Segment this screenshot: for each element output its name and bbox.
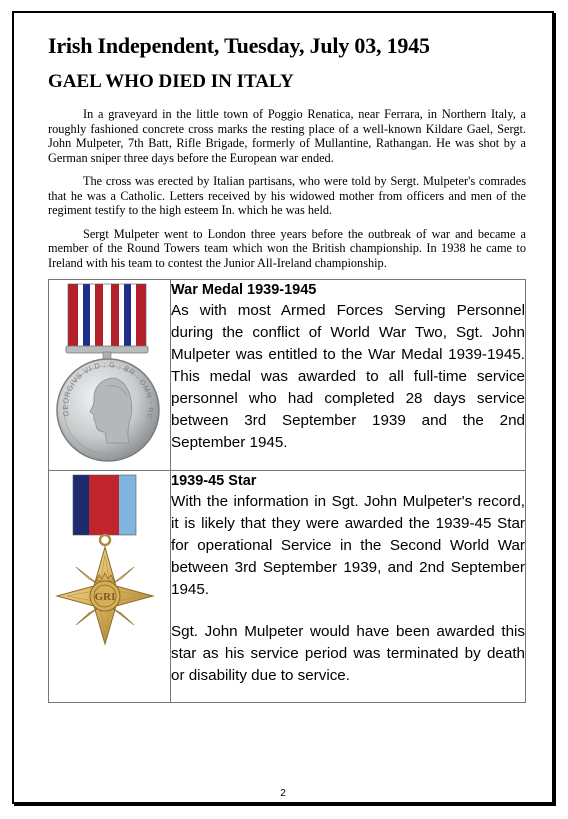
war-medal-image xyxy=(49,280,170,465)
article-paragraph: The cross was erected by Italian partisans, who were told by Sergt. Mulpeter's comrades that he was a Catholic. Letters received by his widowed mother from officers and men of the regiment testify to the high esteem In. which he was held. xyxy=(48,174,526,217)
page-content xyxy=(48,32,526,703)
article-paragraph: Sergt Mulpeter went to London three years before the outbreak of war and became a member of the Round Towers team which won the British championship. In 1938 he came to Ireland with his team to contest the Junior All-Ireland championship. xyxy=(48,226,526,270)
star-medal-description-note: Sgt. John Mulpeter would have been awarded this star as his service period was terminated by death or disability due to service. xyxy=(171,623,525,684)
star-medal-text-cell xyxy=(171,471,526,703)
medal-inscription: GEORGIVS VI D : G : BR : OMN : RE xyxy=(60,360,156,421)
star-medal-ribbon xyxy=(73,475,136,535)
war-medal-ribbon xyxy=(68,284,146,348)
star-medal-image xyxy=(49,471,170,697)
article-body xyxy=(48,107,526,270)
page-frame xyxy=(12,11,554,804)
star-medal-body xyxy=(57,547,153,644)
medals-table xyxy=(48,279,526,703)
newspaper-header: Irish Independent, Tuesday, July 03, 1945 xyxy=(48,33,430,58)
medal-row-star xyxy=(49,471,526,703)
royal-cypher-icon: GRI xyxy=(94,591,116,603)
medal-row-war-medal xyxy=(49,280,526,471)
star-medal-title: 1939-45 Star xyxy=(171,473,257,489)
war-medal-description: As with most Armed Forces Serving Personnel during the conflict of World War Two, Sgt. John Mulpeter was entitled to the War Medal 1939-1945. This medal was awarded to all full-time service personnel who had completed 28 days service between 3rd September 1939 and the 2nd September 1945. xyxy=(171,302,525,451)
article-headline: GAEL WHO DIED IN ITALY xyxy=(48,71,294,92)
war-medal-title: War Medal 1939-1945 xyxy=(171,282,317,298)
war-medal-image-cell xyxy=(49,280,171,471)
star-medal-description: With the information in Sgt. John Mulpeter's record, it is likely that they were awarded the 1939-45 Star for operational Service in the Second World War between 3rd September 1939, and 2nd September 1945. xyxy=(171,493,525,598)
war-medal-text-cell xyxy=(171,280,526,471)
star-medal-image-cell xyxy=(49,471,171,703)
article-paragraph: In a graveyard in the little town of Poggio Renatica, near Ferrara, in Northern Italy, a roughly fashioned concrete cross marks the resting place of a well-known Kildare Gael, Sergt. John Mulpeter, 7th Batt, Rifle Brigade, formerly of Mullantine, Rathangan. He was shot by a German sniper three days before the European war ended. xyxy=(48,107,526,165)
page-number: 2 xyxy=(280,788,286,799)
